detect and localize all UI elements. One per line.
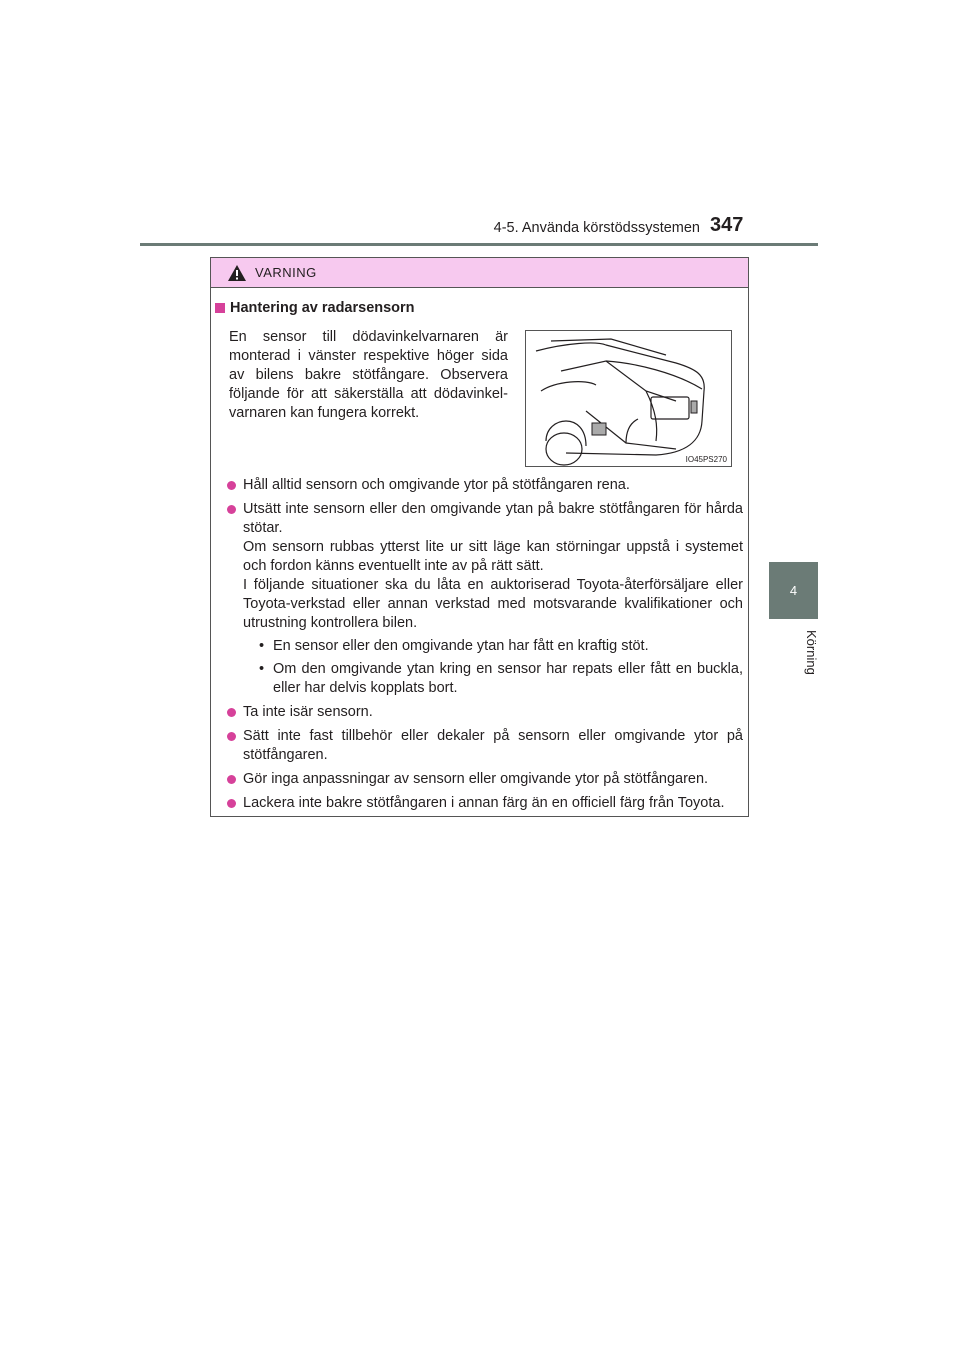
- bullet-text: Ta inte isär sensorn.: [243, 704, 373, 720]
- warning-triangle-icon: [227, 264, 247, 282]
- list-item: [225, 794, 743, 813]
- bullet-list: [225, 476, 743, 818]
- chapter-label: Körning: [804, 630, 819, 675]
- section-title: 4-5. Använda körstödssystemen: [493, 220, 700, 236]
- list-item: [225, 727, 743, 765]
- section-heading: [215, 300, 415, 316]
- sensor-mark-right: [691, 401, 697, 413]
- bullet-dot-icon: [227, 799, 236, 808]
- sub-item-text: Om den omgivande ytan kring en sensor har repats eller fått en buckla, eller har delvis kopplats bort.: [273, 661, 743, 696]
- bullet-dot-icon: [227, 481, 236, 490]
- sub-item: [259, 660, 743, 698]
- intro-text: En sensor till dödavinkelvarnaren är monterad i vänster respektive höger sida av bilens bakre stötfångare. Observera följande för att säkerställa att dödavinkel-varnaren kan fungera korrekt.: [229, 329, 508, 421]
- bullet-dot-icon: [227, 708, 236, 717]
- sub-bullet-icon: •: [259, 661, 265, 677]
- sub-item-text: En sensor eller den omgivande ytan har fått en kraftig stöt.: [273, 638, 649, 654]
- sub-bullet-icon: •: [259, 638, 265, 654]
- list-item: [225, 476, 743, 495]
- list-item: [225, 500, 743, 698]
- warning-header: [211, 258, 748, 288]
- header-rule: [140, 243, 818, 246]
- bullet-text: Håll alltid sensorn och omgivande ytor på stötfångaren rena.: [243, 477, 630, 493]
- bullet-dot-icon: [227, 732, 236, 741]
- bullet-text: Utsätt inte sensorn eller den omgivande ytan på bakre stötfångaren för hårda stötar.: [243, 501, 743, 536]
- bullet-text: Lackera inte bakre stötfångaren i annan färg än en officiell färg från Toyota.: [243, 795, 725, 811]
- sub-item: [259, 637, 743, 656]
- chapter-number: 4: [789, 583, 798, 598]
- bullet-text: I följande situationer ska du låta en auktoriserad Toyota-återförsäljare eller Toyota-verkstad eller annan verkstad med motsvarande kvalifikationer och utrustning kontrollera bilen.: [243, 577, 743, 631]
- warning-label: VARNING: [255, 265, 317, 280]
- square-bullet-icon: [215, 303, 225, 313]
- bullet-text: Sätt inte fast tillbehör eller dekaler på sensorn eller omgivande ytor på stötfångaren.: [243, 728, 743, 763]
- bullet-text: Gör inga anpassningar av sensorn eller omgivande ytor på stötfångaren.: [243, 771, 709, 787]
- car-rear-illustration: [525, 330, 732, 467]
- section-heading-text: Hantering av radarsensorn: [230, 300, 415, 316]
- list-item: [225, 703, 743, 722]
- car-rear-drawing: [526, 331, 731, 466]
- chapter-tab: [769, 562, 818, 619]
- list-item: [225, 770, 743, 789]
- figure-code: IO45PS270: [685, 455, 727, 464]
- sensor-mark-left: [592, 423, 606, 435]
- bullet-dot-icon: [227, 505, 236, 514]
- bullet-dot-icon: [227, 775, 236, 784]
- warning-box: [210, 257, 749, 817]
- page-number: 347: [710, 214, 744, 236]
- bullet-text: Om sensorn rubbas ytterst lite ur sitt läge kan störningar uppstå i systemet och fordon känns eventuellt inte av på rätt sätt.: [243, 539, 743, 574]
